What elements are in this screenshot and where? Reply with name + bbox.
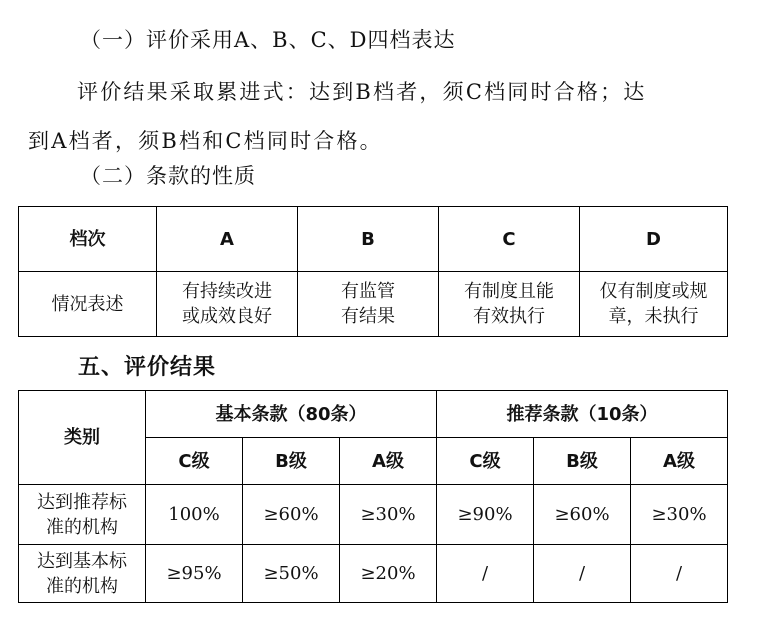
result-header-recommended-clauses: 推荐条款（10条）	[437, 391, 728, 438]
grade-cell-d-line2: 章，未执行	[608, 306, 699, 327]
result-table	[18, 390, 728, 603]
result-level-rec-c: C级	[437, 438, 534, 485]
row-label-line1: 达到推荐标	[37, 491, 127, 513]
grade-table-header-row	[19, 207, 728, 272]
row-label-line2: 准的机构	[46, 516, 118, 538]
result-level-basic-c: C级	[146, 438, 243, 485]
result-cell: ≥20%	[340, 545, 437, 603]
result-cell: 100%	[146, 485, 243, 545]
grade-header-a: A	[157, 207, 298, 272]
paragraph-line-2: 到A档者，须B档和C档同时合格。	[28, 129, 383, 153]
result-cell: ≥30%	[340, 485, 437, 545]
result-level-rec-a: A级	[631, 438, 728, 485]
result-cell: /	[534, 545, 631, 603]
row-label-line2: 准的机构	[46, 575, 118, 597]
result-header-basic-clauses: 基本条款（80条）	[146, 391, 437, 438]
result-table-group-row	[19, 391, 728, 438]
row-label-line1: 达到基本标	[37, 550, 127, 572]
heading-evaluation-results: 五、评价结果	[78, 355, 217, 380]
grade-cell-a-line2: 或成效良好	[182, 306, 272, 327]
result-header-category: 类别	[19, 391, 146, 485]
result-cell: ≥60%	[243, 485, 340, 545]
grade-cell-b-line1: 有监管	[341, 281, 395, 302]
paragraph-line-1: 评价结果采取累进式：达到B档者，须C档同时合格；达	[77, 80, 647, 104]
grade-header-b: B	[298, 207, 439, 272]
grade-cell-d	[580, 272, 728, 337]
table-row	[19, 485, 728, 545]
grade-cell-d-line1: 仅有制度或规	[599, 281, 708, 302]
grade-header-level: 档次	[19, 207, 157, 272]
heading-clause-nature: （二）条款的性质	[80, 164, 256, 188]
result-cell: ≥30%	[631, 485, 728, 545]
result-cell: /	[437, 545, 534, 603]
result-row-label-basic	[19, 545, 146, 603]
result-cell: ≥90%	[437, 485, 534, 545]
result-cell: ≥50%	[243, 545, 340, 603]
grade-cell-a	[157, 272, 298, 337]
result-level-rec-b: B级	[534, 438, 631, 485]
result-level-basic-b: B级	[243, 438, 340, 485]
grade-table	[18, 206, 728, 337]
grade-cell-c-line2: 有效执行	[473, 306, 545, 327]
result-level-basic-a: A级	[340, 438, 437, 485]
grade-row-label: 情况表述	[19, 272, 157, 337]
grade-cell-b	[298, 272, 439, 337]
result-cell: ≥95%	[146, 545, 243, 603]
grade-cell-c-line1: 有制度且能	[464, 281, 554, 302]
grade-cell-b-line2: 有结果	[341, 306, 395, 327]
heading-grade-levels: （一）评价采用A、B、C、D四档表达	[80, 28, 456, 52]
grade-cell-c	[439, 272, 580, 337]
grade-header-c: C	[439, 207, 580, 272]
result-cell: /	[631, 545, 728, 603]
grade-header-d: D	[580, 207, 728, 272]
result-row-label-recommended	[19, 485, 146, 545]
grade-cell-a-line1: 有持续改进	[182, 281, 272, 302]
table-row	[19, 545, 728, 603]
grade-table-description-row	[19, 272, 728, 337]
result-cell: ≥60%	[534, 485, 631, 545]
